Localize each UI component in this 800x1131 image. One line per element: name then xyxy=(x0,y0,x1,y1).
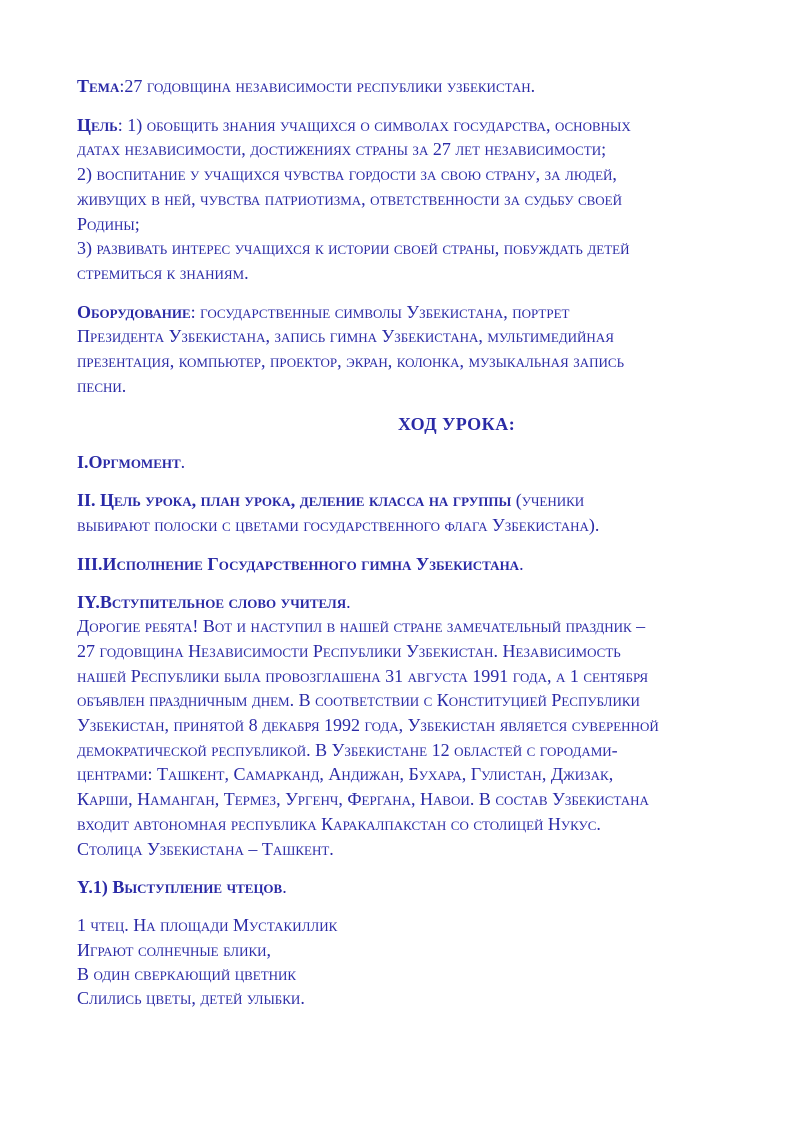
speech-line-9: входит автономная республика Каракалпакстан со столицей Нукус. xyxy=(77,813,601,834)
poem-line-1: 1 чтец. На площади Мустакиллик xyxy=(77,915,338,936)
equipment-block xyxy=(77,300,722,399)
speech-line-7: центрами: Ташкент, Самарканд, Андижан, Бухара, Гулистан, Джизак, xyxy=(77,764,614,785)
speech-line-8: Карши, Наманган, Термез, Ургенч, Фергана, Навои. В состав Узбекистана xyxy=(77,789,649,810)
equipment-line-1: Оборудование: государственные символы Узбекистана, портрет xyxy=(77,301,570,322)
speech-line-10: Столица Узбекистана – Ташкент. xyxy=(77,838,334,859)
section-2-label: II. Цель урока, план урока, деление класса на группы xyxy=(77,490,512,511)
section-4-label: IY.Вступительное слово учителя xyxy=(77,591,347,612)
section-1-label: I.Оргмомент xyxy=(77,452,181,473)
poem-line-4: Слились цветы, детей улыбки. xyxy=(77,988,305,1009)
speech-line-2: 27 годовщина Независимости Республики Узбекистан. Независимость xyxy=(77,640,621,661)
speech-line-1: Дорогие ребята! Вот и наступил в нашей стране замечательный праздник – xyxy=(77,616,646,637)
goal-line-6: 3) развивать интерес учащихся к истории своей страны, побуждать детей xyxy=(77,238,630,259)
equipment-line-2: Президента Узбекистана, запись гимна Узбекистана, мультимедийная xyxy=(77,326,614,347)
poem-line-2: Играют солнечные блики, xyxy=(77,939,272,960)
section-5-label: Y.1) Выступление чтецов xyxy=(77,877,283,898)
goal-line-1: Цель: 1) обобщить знания учащихся о символах государства, основных xyxy=(77,114,631,135)
section-5: Y.1) Выступление чтецов. xyxy=(77,877,287,898)
goal-line-7: стремиться к знаниям. xyxy=(77,262,249,283)
speech-line-6: демократической республикой. В Узбекистане 12 областей с городами- xyxy=(77,739,618,760)
section-3: III.Исполнение Государственного гимна Узбекистана. xyxy=(77,553,524,574)
section-2: II. Цель урока, план урока, деление класса на группы (ученики выбирают полоски с цветами государственного флага Узбекистана). xyxy=(77,488,722,537)
equipment-line-3: презентация, компьютер, проектор, экран, колонка, музыкальная запись xyxy=(77,351,625,372)
equipment-line-4: песни. xyxy=(77,375,127,396)
goal-line-2: датах независимости, достижениях страны за 27 лет независимости; xyxy=(77,139,607,160)
equipment-label: Оборудование xyxy=(77,301,191,322)
goal-block xyxy=(77,113,722,286)
section-4: IY.Вступительное слово учителя. Дорогие ребята! Вот и наступил в нашей стране замечательный праздник – 27 годовщина Независимости Республики Узбекистан. Независимость нашей Республики была провозглашена 31 августа 1991 года, а 1 сентября объявлен праздничным днем. В соответствии с Конституцией Республики Узбекистан, принятой 8 декабря 1992 года, Узбекистан является суверенной демократической республикой. В Узбекистане 12 областей с городами- центрами: Ташкент, Самарканд, Андижан, Бухара, Гулистан, Джизак, Карши, Наманган, Термез, Ургенч, Фергана, Навои. В состав Узбекистана входит автономная республика Каракалпакстан со столицей Нукус. Столица Узбекистана – Ташкент. xyxy=(77,590,722,862)
goal-line-3: 2) воспитание у учащихся чувства гордости за свою страну, за людей, xyxy=(77,164,617,185)
speech-line-4: объявлен праздничным днем. В соответствии с Конституцией Республики xyxy=(77,690,640,711)
speech-line-3: нашей Республики была провозглашена 31 августа 1991 года, а 1 сентября xyxy=(77,665,649,686)
poem-block xyxy=(77,913,722,1010)
topic-text: :27 годовщина независимости республики узбекистан. xyxy=(119,76,536,96)
poem-line-3: В один сверкающий цветник xyxy=(77,963,297,984)
speech-line-5: Узбекистан, принятой 8 декабря 1992 года, Узбекистан является суверенной xyxy=(77,715,659,736)
goal-label: Цель xyxy=(77,114,118,135)
topic-label: Тема xyxy=(77,76,120,96)
topic-line xyxy=(77,74,722,99)
goal-line-5: Родины; xyxy=(77,213,140,234)
goal-line-4: живущих в ней, чувства патриотизма, ответственности за судьбу своей xyxy=(77,188,623,209)
section-3-label: III.Исполнение Государственного гимна Узбекистана xyxy=(77,553,520,574)
lesson-progress-title: ХОД УРОКА: xyxy=(398,414,516,435)
section-2-line-2: выбирают полоски с цветами государственного флага Узбекистана). xyxy=(77,514,600,535)
section-1: I.Оргмомент. xyxy=(77,452,186,473)
